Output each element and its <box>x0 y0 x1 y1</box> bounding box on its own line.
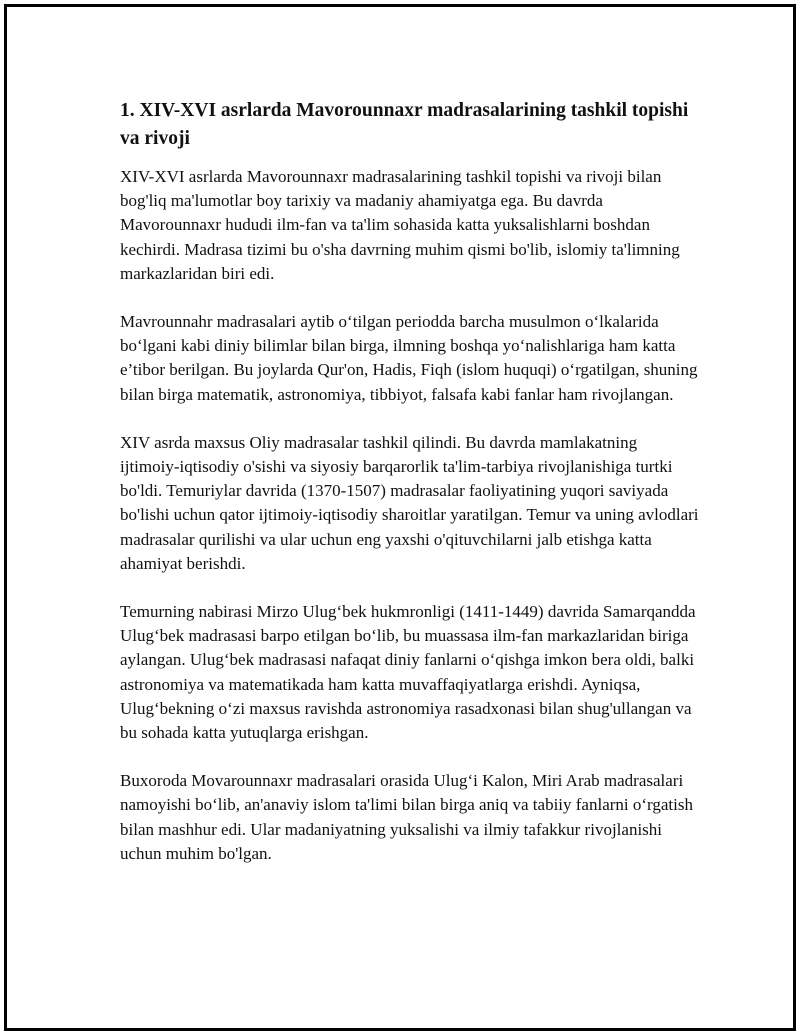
paragraph-2: Mavrounnahr madrasalari aytib o‘tilgan periodda barcha musulmon o‘lkalarida bo‘lgani kabi diniy bilimlar bilan birga, ilmning boshqa yo‘nalishlariga ham katta e’tibor berilgan. Bu joylarda Qur'on, Hadis, Fiqh (islom huquqi) o‘rgatilgan, shuning bilan birga matematik, astronomiya, tibbiyot, falsafa kabi fanlar ham rivojlangan. <box>120 312 698 404</box>
paragraph-4: Temurning nabirasi Mirzo Ulug‘bek hukmronligi (1411-1449) davrida Samarqandda Ulug‘bek madrasasi barpo etilgan bo‘lib, bu muassasa ilm-fan markazlaridan biriga aylangan. Ulug‘bek madrasasi nafaqat diniy fanlarni o‘qishga imkon bera oldi, balki astronomiya va matematikada ham katta muvaffaqiyatlarga erishdi. Ayniqsa, Ulug‘bekning o‘zi maxsus ravishda astronomiya rasadxonasi bilan shug'ullangan va bu sohada katta yutuqlarga erishgan. <box>120 602 696 743</box>
document-page <box>4 4 796 1031</box>
document-body <box>120 97 700 890</box>
paragraph-5: Buxoroda Movarounnaxr madrasalari orasida Ulug‘i Kalon, Miri Arab madrasalari namoyishi bo‘lib, an'anaviy islom ta'limi bilan birga aniq va tabiiy fanlarni o‘rgatish bilan mashhur edi. Ular madaniyatning yuksalishi va ilmiy tafakkur rivojlanishi uchun muhim bo'lgan. <box>120 771 693 863</box>
paragraph-3: XIV asrda maxsus Oliy madrasalar tashkil qilindi. Bu davrda mamlakatning ijtimoiy-iqtisodiy o'sishi va siyosiy barqarorlik ta'lim-tarbiya rivojlanishiga turtki bo'ldi. Temuriylar davrida (1370-1507) madrasalar faoliyatining yuqori saviyada bo'lishi uchun qator ijtimoiy-iqtisodiy sharoitlar yaratilgan. Temur va uning avlodlari madrasalar qurilishi va ular uchun eng yaxshi o'qituvchilarni jalb etishga katta ahamiyat berishdi. <box>120 432 699 573</box>
paragraph-1: XIV-XVI asrlarda Mavorounnaxr madrasalarining tashkil topishi va rivoji bilan bog'liq ma'lumotlar boy tarixiy va madaniy ahamiyatga ega. Bu davrda Mavorounnaxr hududi ilm-fan va ta'lim sohasida katta yuksalishlarni boshdan kechirdi. Madrasa tizimi bu o'sha davrning muhim qismi bo'lib, islomiy ta'limning markazlaridan biri edi. <box>120 167 680 283</box>
section-heading: 1. XIV-XVI asrlarda Mavorounnaxr madrasalarining tashkil topishi va rivoji <box>120 100 689 149</box>
